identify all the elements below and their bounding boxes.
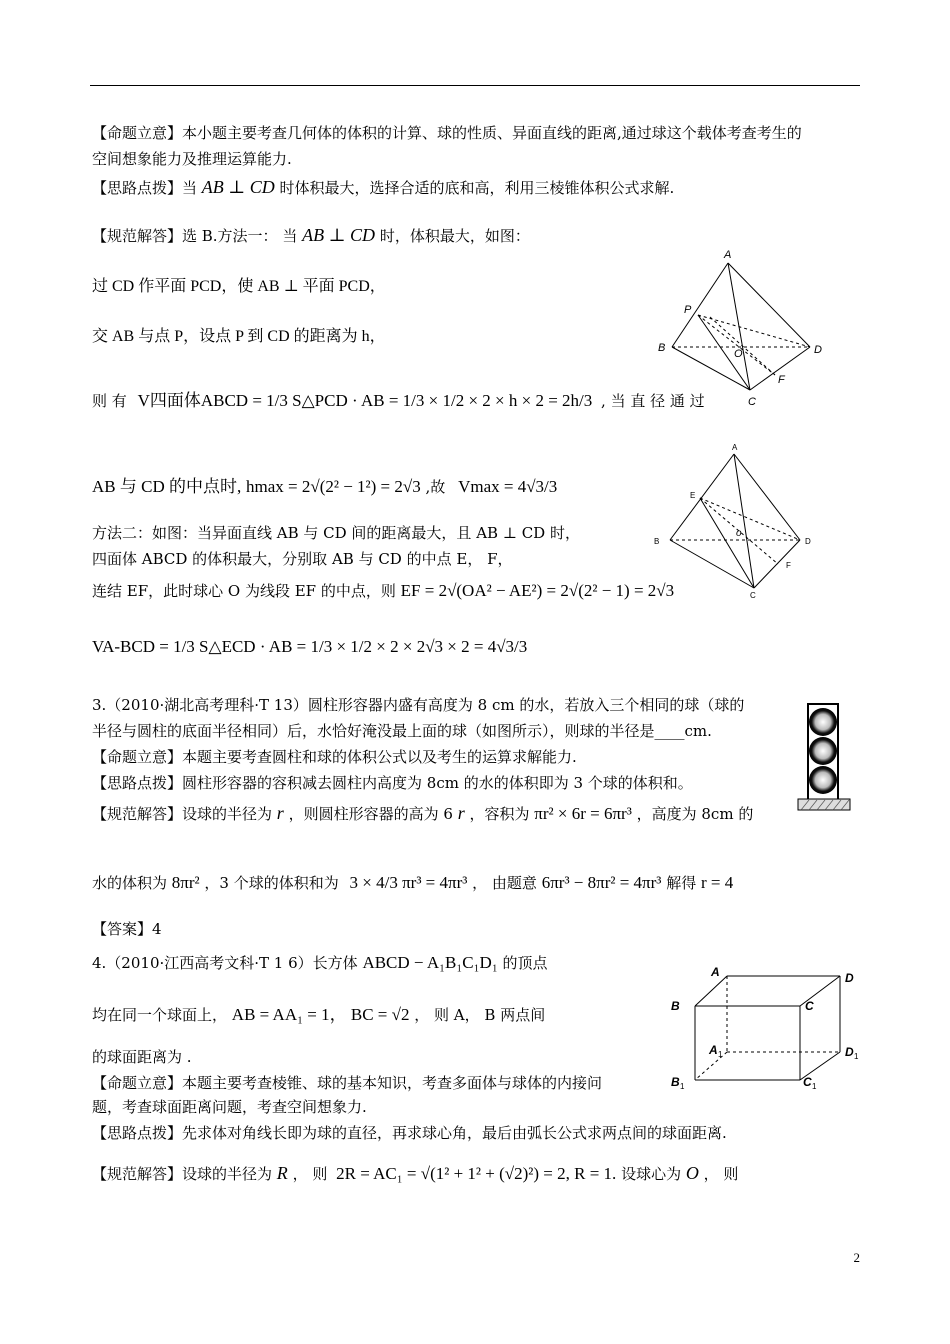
text-run: 均在同一个球面上，	[92, 1006, 228, 1024]
text-run: 设球心为	[621, 1165, 682, 1183]
ball	[809, 708, 837, 736]
text-run: 【规范解答】设球的半径为	[92, 805, 273, 823]
text-line: 交 AB 与点 P，设点 P 到 CD 的距离为 h，	[92, 328, 386, 345]
math-expr: AB ⊥ CD	[201, 177, 275, 197]
text-line: 四面体 ABCD 的体积最大，分别取 AB 与 CD 的中点 E， F，	[92, 550, 513, 568]
math-expr: AB = AA₁ = 1， BC = √2	[231, 1005, 410, 1024]
math-expr: r = 4	[700, 873, 734, 892]
tetrahedron-figure-1	[650, 245, 845, 410]
text-run: 时体积最大，选择合适的底和高，利用三棱锥体积公式求解.	[279, 179, 675, 197]
text-run: ，3 个球的体积和为	[204, 874, 339, 892]
vertex-label: B	[658, 342, 666, 354]
vertex-label: o	[736, 528, 742, 539]
text-line	[92, 580, 674, 602]
text-run: ， 由题意	[472, 874, 537, 892]
text-run: 4.（2010·江西高考文科·T 1 6）长方体	[92, 954, 358, 972]
text-line: 方法二：如图：当异面直线 AB 与 CD 间的距离最大，且 AB ⊥ CD 时，	[92, 524, 580, 542]
math-expr: VA-BCD = 1/3 S△ECD · AB = 1/3 × 1/2 × 2 × 2√3 × 2 = 4√3/3	[92, 637, 528, 656]
text-run: AB 与 CD 的中点时,	[92, 477, 242, 496]
text-line: 【思路点拨】圆柱形容器的容积减去圆柱内高度为 8cm 的水的体积即为 3 个球的体积和。	[92, 774, 693, 792]
vertex-label: B	[671, 1075, 680, 1089]
vertex-label: F	[786, 561, 791, 570]
math-expr: ABCD − A₁B₁C₁D₁	[362, 953, 498, 972]
subscript-label: 1	[680, 1082, 685, 1091]
text-run: 【思路点拨】当	[92, 179, 198, 197]
text-line: 过 CD 作平面 PCD，使 AB ⊥ 平面 PCD，	[92, 278, 386, 295]
vertex-label: A	[709, 1043, 718, 1057]
vertex-label: C	[748, 396, 756, 408]
vertex-label: A	[732, 443, 738, 452]
math-expr: Vmax = 4√3/3	[458, 477, 558, 496]
vertex-label: D	[845, 1045, 854, 1059]
text-run: 连结 EF，此时球心 O 为线段 EF 的中点，则	[92, 582, 396, 600]
math-expr: AB ⊥ CD	[302, 225, 376, 245]
math-expr: R	[276, 1163, 288, 1183]
vertex-label: F	[778, 374, 785, 386]
text-run: 时，体积最大，如图：	[379, 227, 530, 245]
subscript-label: 1	[718, 1050, 723, 1059]
vertex-label: B	[671, 999, 680, 1013]
text-line	[92, 952, 548, 974]
vertex-label: P	[684, 304, 692, 316]
vertex-label: D	[814, 344, 822, 356]
vertex-label: A	[711, 965, 720, 979]
text-line: 的球面距离为 .	[92, 1048, 192, 1066]
text-line	[92, 636, 527, 658]
text-run: 的顶点	[502, 954, 548, 972]
text-run: 【规范解答】设球的半径为	[92, 1165, 273, 1183]
text-run: ， 则 A， B 两点间	[414, 1006, 546, 1024]
text-run: 【规范解答】选 B.方法一： 当	[92, 227, 298, 245]
text-line: 半径与圆柱的底面半径相同）后，水恰好淹没最上面的球（如图所示），则球的半径是____cm.	[92, 722, 712, 740]
ball	[809, 766, 837, 794]
math-expr: 3 × 4/3 πr³ = 4πr³	[349, 873, 468, 892]
text-line: 【规范解答】设球的半径为 r ，则圆柱形容器的高为 6 r ，容积为 πr² × 6r = 6πr³ ，高度为 8cm 的	[92, 803, 754, 823]
text-line	[92, 1162, 738, 1185]
math-expr: 2R = AC₁ = √(1² + 1² + (√2)²) = 2, R = 1.	[336, 1164, 617, 1183]
text-run: 水的体积为	[92, 874, 168, 892]
cylinder-balls-figure	[795, 700, 855, 815]
text-line	[92, 390, 705, 412]
text-run: ，则圆柱形容器的高为 6	[288, 805, 453, 823]
vertex-label: O	[734, 348, 743, 360]
text-line	[92, 872, 733, 894]
text-run: 解得	[666, 874, 697, 892]
text-run: ， 则	[292, 1165, 328, 1183]
math-expr: V四面体ABCD = 1/3 S△PCD · AB = 1/3 × 1/2 × 2 × h × 2 = 2h/3	[137, 391, 593, 410]
page-number: 2	[853, 1250, 860, 1265]
text-line: 【命题立意】本题主要考查棱锥、球的基本知识，考查多面体与球体的内接问	[92, 1074, 603, 1092]
math-expr: 6πr³ − 8πr² = 4πr³	[541, 873, 662, 892]
subscript-label: 1	[854, 1052, 859, 1061]
math-expr: O	[685, 1163, 699, 1183]
text-line: 空间想象能力及推理运算能力.	[92, 150, 292, 168]
subscript-label: 1	[812, 1082, 817, 1091]
text-line	[92, 176, 674, 199]
cuboid-figure	[665, 962, 865, 1094]
text-run: ，容积为	[469, 805, 530, 823]
vertex-label: D	[805, 537, 811, 546]
text-run: , 当 直 径 通 过	[601, 392, 705, 410]
vertex-label: E	[690, 491, 696, 500]
text-line: 【思路点拨】先求体对角线长即为球的直径，再求球心角，最后由弧长公式求两点间的球面距离.	[92, 1124, 727, 1142]
text-run: ， 则	[703, 1165, 739, 1183]
ball	[809, 737, 837, 765]
text-run: 则 有	[92, 392, 127, 410]
text-line	[92, 224, 530, 247]
text-line	[92, 476, 557, 498]
vertex-label: C	[805, 999, 814, 1013]
text-line: 【命题立意】本小题主要考查几何体的体积的计算、球的性质、异面直线的距离,通过球这个载体考查考生的	[92, 124, 802, 142]
math-expr: 8πr²	[171, 873, 200, 892]
vertex-label: B	[654, 537, 660, 546]
vertex-label: D	[845, 971, 854, 985]
math-expr: hmax = 2√(2² − 1²) = 2√3	[246, 477, 421, 496]
header-rule	[90, 85, 860, 86]
text-run: ，高度为 8cm 的	[636, 805, 754, 823]
math-expr: πr² × 6r = 6πr³	[534, 804, 632, 823]
answer-line: 【答案】4	[92, 920, 162, 938]
vertex-label: A	[724, 249, 732, 261]
vertex-label: C	[803, 1075, 812, 1089]
text-line	[92, 1004, 545, 1026]
text-line: 3.（2010·湖北高考理科·T 13）圆柱形容器内盛有高度为 8 cm 的水，若放入三个相同的球（球的	[92, 696, 745, 714]
text-line: 【命题立意】本题主要考查圆柱和球的体积公式以及考生的运算求解能力.	[92, 748, 577, 766]
text-run: ,故	[425, 478, 446, 496]
tetrahedron-figure-2	[650, 440, 830, 600]
vertex-label: C	[750, 591, 756, 600]
math-expr: EF = 2√(OA² − AE²) = 2√(2² − 1) = 2√3	[400, 581, 675, 600]
text-line: 题，考查球面距离问题，考查空间想象力.	[92, 1098, 367, 1116]
